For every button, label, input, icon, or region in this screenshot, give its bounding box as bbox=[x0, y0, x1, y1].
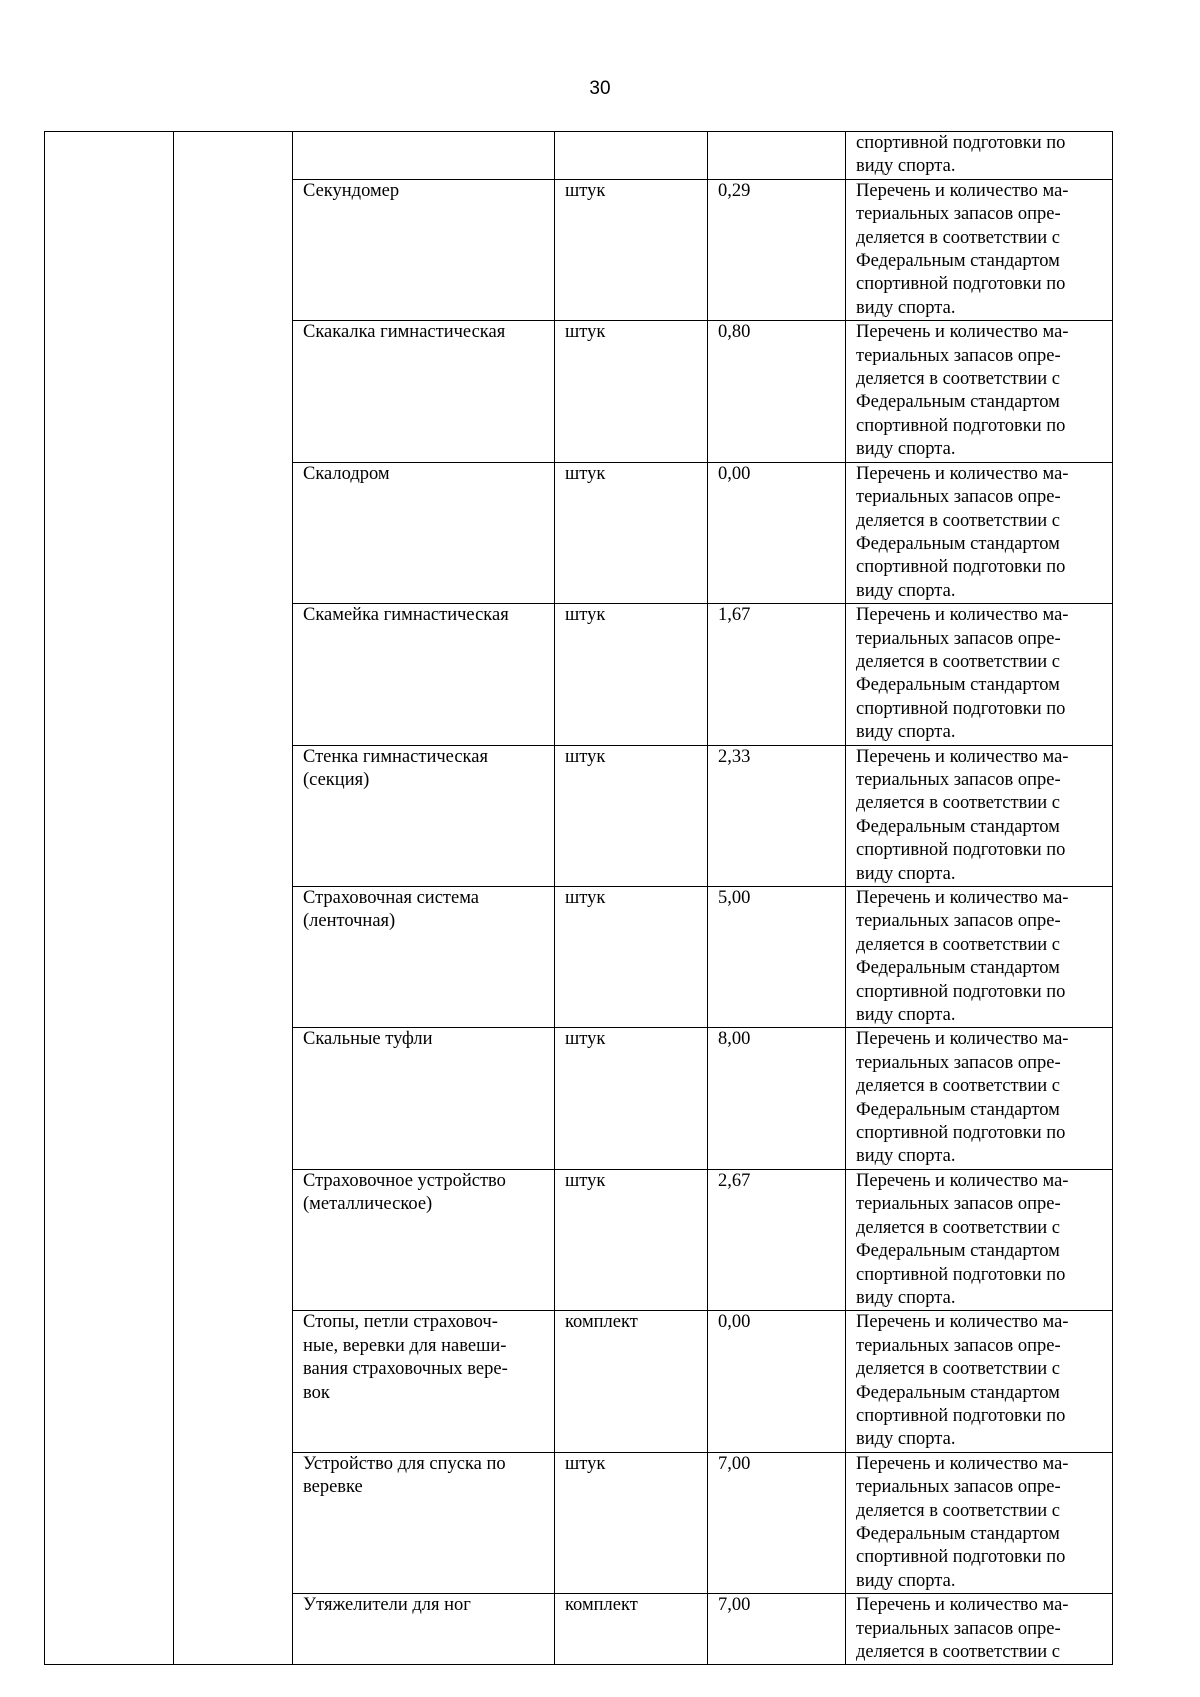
item-name-line: Скалодром bbox=[303, 463, 390, 484]
item-name-line: Страховочное устройство bbox=[303, 1170, 506, 1191]
quantity-cell: 2,33 bbox=[708, 745, 846, 886]
item-name-line: веревке bbox=[303, 1477, 363, 1498]
item-name-cell bbox=[293, 1311, 555, 1452]
item-name-cell bbox=[293, 1169, 555, 1310]
note-line: Перечень и количество ма- bbox=[856, 1595, 1069, 1616]
note-line: Федеральным стандартом bbox=[856, 1523, 1060, 1544]
note-line: деляется в соответствии с bbox=[856, 1217, 1060, 1238]
quantity-cell: 0,29 bbox=[708, 179, 846, 320]
note-line: деляется в соответствии с bbox=[856, 369, 1060, 390]
note-line: спортивной подготовки по bbox=[856, 1405, 1066, 1426]
note-line: териальных запасов опре- bbox=[856, 1052, 1061, 1073]
unit-cell: штук bbox=[555, 604, 708, 745]
item-name-cell bbox=[293, 745, 555, 886]
item-name-line: Устройство для спуска по bbox=[303, 1453, 506, 1474]
item-name-line: (ленточная) bbox=[303, 911, 396, 932]
note-line: деляется в соответствии с bbox=[856, 1076, 1060, 1097]
note-line: спортивной подготовки по bbox=[856, 274, 1066, 295]
note-cell bbox=[846, 604, 1113, 745]
quantity-cell: 1,67 bbox=[708, 604, 846, 745]
note-line: виду спорта. bbox=[856, 863, 956, 884]
note-line: виду спорта. bbox=[856, 439, 956, 460]
item-name-line: (секция) bbox=[303, 769, 370, 790]
item-name-line: Утяжелители для ног bbox=[303, 1595, 471, 1616]
note-line: деляется в соответствии с bbox=[856, 1642, 1060, 1662]
unit-cell: штук bbox=[555, 1452, 708, 1593]
item-name-line: вания страховочных вере- bbox=[303, 1359, 508, 1380]
unit-cell: штук bbox=[555, 1028, 708, 1169]
item-name-line: Скакалка гимнастическая bbox=[303, 322, 506, 343]
item-name-line: Стенка гимнастическая bbox=[303, 746, 488, 767]
quantity-cell: 8,00 bbox=[708, 1028, 846, 1169]
note-line: Перечень и количество ма- bbox=[856, 746, 1069, 767]
item-name-line: Секундомер bbox=[303, 180, 400, 201]
note-line: териальных запасов опре- bbox=[856, 1477, 1061, 1498]
table-row bbox=[45, 132, 1113, 180]
note-line: Федеральным стандартом bbox=[856, 1099, 1060, 1120]
note-cell bbox=[846, 1594, 1113, 1665]
item-name-cell bbox=[293, 1028, 555, 1169]
item-name-cell bbox=[293, 179, 555, 320]
note-line: Федеральным стандартом bbox=[856, 533, 1060, 554]
note-line: териальных запасов опре- bbox=[856, 911, 1061, 932]
note-line: Федеральным стандартом bbox=[856, 251, 1060, 272]
note-line: териальных запасов опре- bbox=[856, 1335, 1061, 1356]
quantity-cell: 7,00 bbox=[708, 1594, 846, 1665]
note-cell bbox=[846, 745, 1113, 886]
item-name-line: Стопы, петли страховоч- bbox=[303, 1312, 498, 1333]
item-name-cell bbox=[293, 462, 555, 603]
note-line: спортивной подготовки по bbox=[856, 415, 1066, 436]
note-line: спортивной подготовки по bbox=[856, 840, 1066, 861]
note-line: спортивной подготовки по bbox=[856, 1264, 1066, 1285]
note-line: деляется в соответствии с bbox=[856, 510, 1060, 531]
quantity-cell: 2,67 bbox=[708, 1169, 846, 1310]
note-line: виду спорта. bbox=[856, 580, 956, 601]
note-line: Федеральным стандартом bbox=[856, 1241, 1060, 1262]
note-line: Перечень и количество ма- bbox=[856, 1453, 1069, 1474]
note-line: Перечень и количество ма- bbox=[856, 1170, 1069, 1191]
note-cell bbox=[846, 887, 1113, 1028]
note-line: териальных запасов опре- bbox=[856, 1618, 1061, 1639]
note-line: виду спорта. bbox=[856, 156, 956, 177]
note-line: Федеральным стандартом bbox=[856, 816, 1060, 837]
item-name-line: Скамейка гимнастическая bbox=[303, 605, 509, 626]
equipment-table-body bbox=[45, 132, 1113, 1665]
note-line: спортивной подготовки по bbox=[856, 981, 1066, 1002]
note-cell bbox=[846, 1028, 1113, 1169]
note-line: териальных запасов опре- bbox=[856, 204, 1061, 225]
note-line: виду спорта. bbox=[856, 1005, 956, 1026]
unit-cell: штук bbox=[555, 887, 708, 1028]
quantity-cell: 7,00 bbox=[708, 1452, 846, 1593]
note-line: Перечень и количество ма- bbox=[856, 888, 1069, 908]
item-name-cell bbox=[293, 321, 555, 462]
note-line: Перечень и количество ма- bbox=[856, 1312, 1069, 1333]
note-line: виду спорта. bbox=[856, 1570, 956, 1591]
note-line: деляется в соответствии с bbox=[856, 651, 1060, 672]
note-line: Перечень и количество ма- bbox=[856, 463, 1069, 484]
equipment-table bbox=[44, 131, 1113, 1665]
note-line: виду спорта. bbox=[856, 1146, 956, 1167]
note-line: Перечень и количество ма- bbox=[856, 180, 1069, 201]
item-name-line: (металлическое) bbox=[303, 1194, 433, 1215]
item-name-cell bbox=[293, 887, 555, 1028]
merged-cell-col1 bbox=[45, 132, 174, 1665]
note-line: Перечень и количество ма- bbox=[856, 322, 1069, 343]
page-number: 30 bbox=[589, 78, 611, 99]
note-line: спортивной подготовки по bbox=[856, 557, 1066, 578]
unit-cell: штук bbox=[555, 179, 708, 320]
unit-cell: штук bbox=[555, 321, 708, 462]
note-cell bbox=[846, 321, 1113, 462]
item-name-cell bbox=[293, 1594, 555, 1665]
merged-cell-col2 bbox=[174, 132, 293, 1665]
note-line: териальных запасов опре- bbox=[856, 345, 1061, 366]
note-line: деляется в соответствии с bbox=[856, 793, 1060, 814]
note-line: териальных запасов опре- bbox=[856, 487, 1061, 508]
note-cell bbox=[846, 132, 1113, 180]
quantity-cell: 0,00 bbox=[708, 462, 846, 603]
item-name-line: вок bbox=[303, 1382, 330, 1403]
note-line: териальных запасов опре- bbox=[856, 769, 1061, 790]
note-line: спортивной подготовки по bbox=[856, 698, 1066, 719]
note-line: спортивной подготовки по bbox=[856, 1547, 1066, 1568]
note-line: спортивной подготовки по bbox=[856, 1123, 1066, 1144]
note-line: виду спорта. bbox=[856, 1429, 956, 1450]
note-line: Федеральным стандартом bbox=[856, 675, 1060, 696]
item-name-cell bbox=[293, 604, 555, 745]
unit-cell: штук bbox=[555, 1169, 708, 1310]
item-name-line: Страховочная система bbox=[303, 888, 480, 908]
note-line: Федеральным стандартом bbox=[856, 1382, 1060, 1403]
note-line: Перечень и количество ма- bbox=[856, 605, 1069, 626]
note-line: виду спорта. bbox=[856, 1287, 956, 1308]
note-cell bbox=[846, 1452, 1113, 1593]
quantity-cell: 0,00 bbox=[708, 1311, 846, 1452]
quantity-cell: 0,80 bbox=[708, 321, 846, 462]
item-name-line: Скальные туфли bbox=[303, 1029, 433, 1050]
note-line: спортивной подготовки по bbox=[856, 133, 1066, 153]
note-line: деляется в соответствии с bbox=[856, 227, 1060, 248]
note-line: териальных запасов опре- bbox=[856, 1194, 1061, 1215]
note-line: Федеральным стандартом bbox=[856, 392, 1060, 413]
item-name-cell bbox=[293, 1452, 555, 1593]
note-line: Федеральным стандартом bbox=[856, 958, 1060, 979]
note-line: деляется в соответствии с bbox=[856, 1500, 1060, 1521]
note-line: деляется в соответствии с bbox=[856, 934, 1060, 955]
unit-cell: комплект bbox=[555, 1594, 708, 1665]
note-cell bbox=[846, 462, 1113, 603]
item-name-line: ные, веревки для навеши- bbox=[303, 1335, 507, 1356]
unit-cell: комплект bbox=[555, 1311, 708, 1452]
unit-cell: штук bbox=[555, 745, 708, 886]
note-cell bbox=[846, 1311, 1113, 1452]
quantity-cell: 5,00 bbox=[708, 887, 846, 1028]
unit-cell: штук bbox=[555, 462, 708, 603]
note-line: Перечень и количество ма- bbox=[856, 1029, 1069, 1050]
note-cell bbox=[846, 1169, 1113, 1310]
note-cell bbox=[846, 179, 1113, 320]
note-line: деляется в соответствии с bbox=[856, 1359, 1060, 1380]
quantity-cell bbox=[708, 132, 846, 180]
unit-cell bbox=[555, 132, 708, 180]
note-line: виду спорта. bbox=[856, 722, 956, 743]
item-name-cell bbox=[293, 132, 555, 180]
note-line: териальных запасов опре- bbox=[856, 628, 1061, 649]
note-line: виду спорта. bbox=[856, 297, 956, 318]
